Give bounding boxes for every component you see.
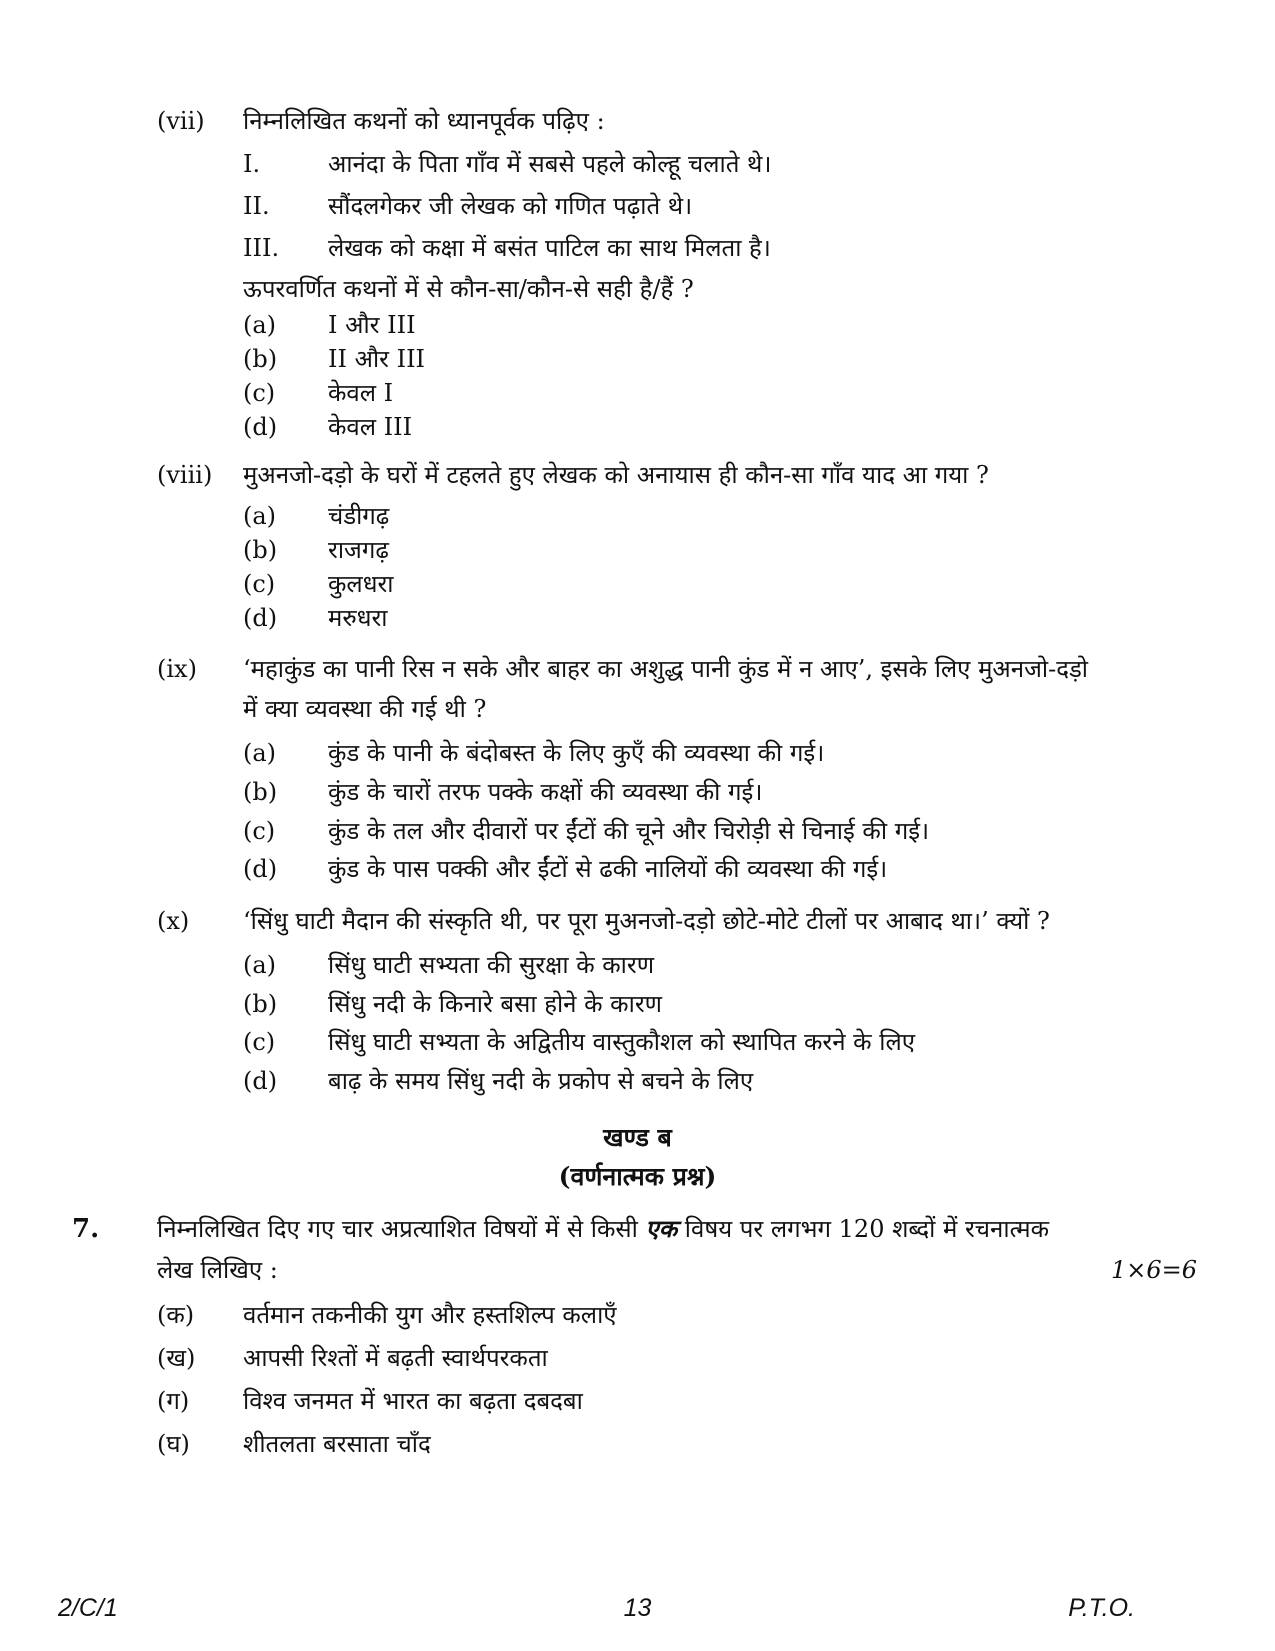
question-prompt-vii: ऊपरवर्णित कथनों में से कौन-सा/कौन-से सही है/हैं ? — [243, 275, 694, 303]
question-text-viii: मुअनजो-दड़ो के घरों में टहलते हुए लेखक को अनायास ही कौन-सा गाँव याद आ गया ? — [243, 461, 989, 489]
question-text-x: ‘सिंधु घाटी मैदान की संस्कृति थी, पर पूरा मुअनजो-दड़ो छोटे-मोटे टीलों पर आबाद था।’ क्यों ? — [243, 907, 1050, 935]
option-label: (b) — [243, 990, 278, 1018]
option-text: II और III — [328, 345, 426, 373]
question-text-7-emphasis: एक — [645, 1214, 678, 1243]
question-text-7-part1: निम्नलिखित दिए गए चार अप्रत्याशित विषयों में से किसी — [157, 1215, 646, 1243]
option-label: (a) — [243, 311, 277, 339]
statement-text: सौंदलगेकर जी लेखक को गणित पढ़ाते थे। — [328, 192, 693, 220]
option-text: कुंड के पानी के बंदोबस्त के लिए कुएँ की व्यवस्था की गई। — [328, 739, 825, 767]
option-text: कुंड के पास पक्की और ईंटों से ढकी नालियों की व्यवस्था की गई। — [328, 855, 888, 883]
option-label: (d) — [243, 604, 278, 632]
option-text: सिंधु नदी के किनारे बसा होने के कारण — [328, 990, 662, 1018]
section-subtitle: (वर्णनात्मक प्रश्न) — [558, 1162, 717, 1191]
option-label: (a) — [243, 951, 277, 979]
question-text-ix-line1: ‘महाकुंड का पानी रिस न सके और बाहर का अशुद्ध पानी कुंड में न आए’, इसके लिए मुअनजो-दड़ो — [243, 655, 1089, 683]
marks-allocation: 1×6=6 — [1110, 1256, 1197, 1284]
option-label: (d) — [243, 855, 278, 883]
statement-number: II. — [243, 192, 270, 220]
option-label: (d) — [243, 413, 278, 441]
option-text: कुंड के चारों तरफ पक्के कक्षों की व्यवस्था की गई। — [328, 778, 763, 806]
option-label: (a) — [243, 739, 277, 767]
statement-number: III. — [243, 234, 280, 262]
option-text: आपसी रिश्तों में बढ़ती स्वार्थपरकता — [243, 1344, 548, 1372]
option-label: (क) — [157, 1301, 195, 1329]
option-label: (b) — [243, 536, 278, 564]
option-label: (b) — [243, 345, 278, 373]
question-number-viii: (viii) — [157, 461, 213, 489]
question-text-7-part2: विषय पर लगभग 120 शब्दों में रचनात्मक — [677, 1215, 1050, 1243]
option-label: (c) — [243, 817, 276, 845]
option-text: राजगढ़ — [328, 536, 389, 564]
option-label: (घ) — [157, 1430, 190, 1458]
option-text: वर्तमान तकनीकी युग और हस्तशिल्प कलाएँ — [243, 1301, 617, 1329]
section-title: खण्ड ब — [603, 1123, 672, 1152]
option-text: चंडीगढ़ — [328, 502, 390, 530]
option-label: (ख) — [157, 1344, 196, 1372]
option-text: सिंधु घाटी सभ्यता के अद्वितीय वास्तुकौशल को स्थापित करने के लिए — [328, 1028, 915, 1056]
option-text: सिंधु घाटी सभ्यता की सुरक्षा के कारण — [328, 951, 655, 979]
question-text-ix-line2: में क्या व्यवस्था की गई थी ? — [243, 695, 487, 723]
statement-number: I. — [243, 150, 261, 178]
option-text: केवल III — [328, 413, 413, 441]
statement-text: आनंदा के पिता गाँव में सबसे पहले कोल्हू चलाते थे। — [328, 150, 772, 178]
option-text: बाढ़ के समय सिंधु नदी के प्रकोप से बचने के लिए — [328, 1067, 754, 1095]
option-label: (c) — [243, 570, 276, 598]
option-label: (c) — [243, 379, 276, 407]
option-text: विश्व जनमत में भारत का बढ़ता दबदबा — [243, 1387, 583, 1415]
question-text-7-line1 — [157, 1214, 1049, 1244]
pto-label: P.T.O. — [1068, 1594, 1135, 1622]
option-label: (d) — [243, 1067, 278, 1095]
statement-text: लेखक को कक्षा में बसंत पाटिल का साथ मिलता है। — [328, 234, 771, 262]
question-text-vii: निम्नलिखित कथनों को ध्यानपूर्वक पढ़िए : — [243, 107, 605, 135]
question-number-x: (x) — [157, 907, 190, 935]
option-text: I और III — [328, 311, 416, 339]
question-number-ix: (ix) — [157, 655, 197, 683]
option-label: (b) — [243, 778, 278, 806]
page-number: 13 — [623, 1594, 652, 1622]
option-text: मरुधरा — [328, 604, 388, 632]
option-label: (ग) — [157, 1387, 190, 1415]
option-label: (c) — [243, 1028, 276, 1056]
option-label: (a) — [243, 502, 277, 530]
paper-code: 2/C/1 — [58, 1594, 118, 1622]
question-number-7: 7. — [72, 1214, 100, 1244]
question-text-7-line2: लेख लिखिए : — [157, 1256, 278, 1284]
option-text: केवल I — [328, 379, 394, 407]
question-number-vii: (vii) — [157, 107, 205, 135]
option-text: कुंड के तल और दीवारों पर ईंटों की चूने और चिरोड़ी से चिनाई की गई। — [328, 817, 930, 845]
option-text: शीतलता बरसाता चाँद — [243, 1430, 431, 1458]
option-text: कुलधरा — [328, 570, 394, 598]
